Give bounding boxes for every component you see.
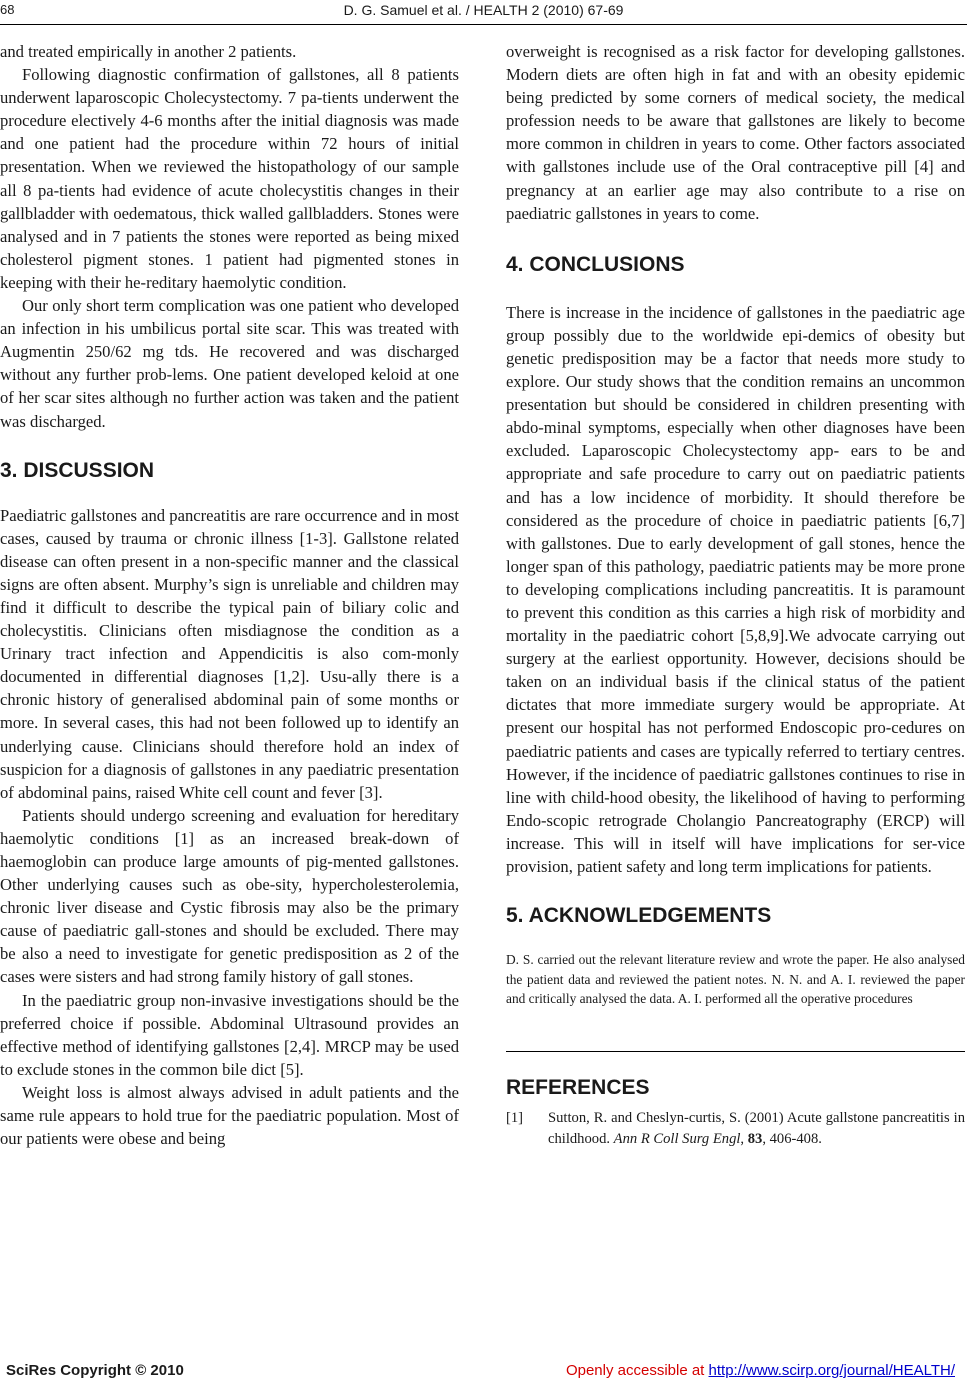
reference-number: [1] bbox=[506, 1109, 524, 1126]
reference-body: Sutton, R. and Cheslyn-curtis, S. (2001) Acute gallstone pancreatitis in childhood. Ann R Coll Surg Engl, 83, 406-408. bbox=[548, 1109, 965, 1147]
paragraph: There is increase in the incidence of gallstones in the paediatric age group possibly due to the worldwide epi-demics of obesity but genetic predisposition may be a factor that needs more study to explore. Our study shows that the condition remains an uncommon presentation but should be considered in children presenting with abdo-minal symptoms, especially when other diagnoses have been excluded. Laparoscopic Cholecystectomy app- ears to be and appropriate and safe procedure to carry out on paediatric patients and has a low incidence of morbidity. It should therefore be considered as the procedure of choice in paediatric patients [6,7] with gallstones. Due to early development of gall stones, hence the longer span of this pathology, paediatric patients may be more prone to developing complications including pancreatitis. It is paramount to prevent this condition as this carries a high risk of morbidity and mortality in the paediatric cohort [5,8,9].We advocate carrying out surgery at the earliest opportunity. However, decisions should be taken on an individual basis if the clinical status of the patient dictates that more immediate surgery would be appropriate. At present our hospital has not performed Endoscopic pro-cedures on paediatric patients and cases are typically referred to tertiary centres. However, if the incidence of paediatric gallstones continues to rise in line with child-hood obesity, the likelihood of having to performing Endo-scopic retrograde Cholangio Pancreatography (ERCP) will increase. This will in itself will have implications for ser-vice provision, patient safety and long term implications for patients. bbox=[506, 302, 965, 876]
paragraph: overweight is recognised as a risk factor for developing gallstones. Modern diets are often high in fat and with an obesity epidemic being predicted by some corners of medical society, the medical profession needs to be aware that gallstones are likely to become more common in children in years to come. Other factors associated with gallstones include use of the Oral contraceptive pill [4] and pregnancy at an earlier age may also contribute to a rise on paediatric gallstones in years to come. bbox=[506, 42, 965, 223]
reference-item bbox=[506, 1108, 965, 1150]
page-header bbox=[0, 0, 967, 26]
reference-pages: , 406-408. bbox=[762, 1130, 822, 1147]
section-heading-discussion: 3. DISCUSSION bbox=[0, 458, 155, 482]
section-heading-acknowledgements: 5. ACKNOWLEDGEMENTS bbox=[506, 904, 772, 928]
paragraph: Paediatric gallstones and pancreatitis are rare occurrence and in most cases, caused by trauma or chronic illness [1-3]. Gallstone related disease can often present in a non-specific manner and the classical signs are often absent. Murphy’s sign is unreliable and children may find it difficult to describe the typical pain of biliary colic and cholecystitis. Clinicians often misdiagnose the condition as a Urinary tract infection and Appendicitis is also com-monly documented in differential diagnoses [1,2]. Usu-ally there is a chronic history of generalised abdominal pain of some months or more. In several cases, this had not been followed up to identify an underlying cause. Clinicians should therefore hold an index of suspicion for a diagnosis of gallstones in any paediatric presentation of abdominal pains, raised White cell count and fever [3]. bbox=[0, 505, 459, 802]
open-access-label: Openly accessible at bbox=[565, 1362, 709, 1379]
header-rule bbox=[0, 24, 967, 25]
copyright-notice: SciRes Copyright © 2010 bbox=[6, 1362, 184, 1379]
section-heading-conclusions: 4. CONCLUSIONS bbox=[506, 252, 685, 276]
reference-volume: 83 bbox=[747, 1130, 763, 1147]
paragraph: Our only short term complication was one patient who developed an infection in his umbilicus portal site scar. This was treated with Augmentin 250/62 mg tds. He recovered and was discharged without any further prob-lems. One patient developed keloid at one of her scar sites although no further action was taken and the patient was discharged. bbox=[0, 296, 459, 431]
acknowledgements-text: D. S. carried out the relevant literature review and wrote the paper. He also analysed the patient data and reviewed the patient notes. N. N. and A. I. reviewed the paper and critically analysed the data. A. I. performed all the operative procedures bbox=[506, 952, 965, 1007]
page-number: 68 bbox=[0, 2, 15, 17]
paragraph: and treated empirically in another 2 patients. bbox=[0, 42, 297, 61]
references-rule bbox=[506, 1051, 965, 1052]
page-footer bbox=[0, 1360, 967, 1386]
running-title: D. G. Samuel et al. / HEALTH 2 (2010) 67-69 bbox=[343, 2, 624, 18]
open-access-notice bbox=[566, 1362, 955, 1379]
reference-journal: Ann R Coll Surg Engl bbox=[613, 1130, 741, 1147]
right-column bbox=[506, 40, 965, 1150]
section-heading-references: REFERENCES bbox=[506, 1075, 650, 1099]
left-column bbox=[0, 40, 459, 1150]
reference-authors: Sutton, R. and Cheslyn-curtis, S. (2001) Acute gallstone pancreatitis in childhood. bbox=[548, 1109, 965, 1147]
paragraph: Patients should undergo screening and evaluation for hereditary haemolytic conditions [1] as an increased break-down of haemoglobin can produce large amounts of pig-mented gallstones. Other underlying causes such as obe-sity, hypercholesterolemia, chronic liver disease and Cystic fibrosis may also be the primary cause of paediatric gall-stones and should be excluded. There may be also a need to investigate for genetic predisposition as 2 of the cases were sisters and had strong family history of gall stones. bbox=[0, 805, 459, 987]
journal-link[interactable]: http://www.scirp.org/journal/HEALTH/ bbox=[708, 1362, 955, 1379]
paragraph: Following diagnostic confirmation of gallstones, all 8 patients underwent laparoscopic Cholecystectomy. 7 pa-tients underwent the procedure electively 4-6 months after the initial diagnosis was made and one patient had the procedure within 72 hours of initial presentation. When we reviewed the histopathology of our sample all 8 pa-tients had evidence of acute cholecystitis changes in their gallbladder with oedematous, thick walled gallbladders. Stones were analysed and in 7 patients the stones were reported as being mixed cholesterol pigment stones. 1 patient had pigmented stones in keeping with their he-reditary haemolytic condition. bbox=[0, 65, 459, 292]
paragraph: In the paediatric group non-invasive investigations should be the preferred choice if possible. Abdominal Ultrasound provides an effective method of identifying gallstones [2,4]. MRCP may be used to exclude stones in the common bile dict [5]. bbox=[0, 990, 459, 1079]
paragraph: Weight loss is almost always advised in adult patients and the same rule appears to hold true for the paediatric population. Most of our patients were obese and being bbox=[0, 1082, 459, 1149]
